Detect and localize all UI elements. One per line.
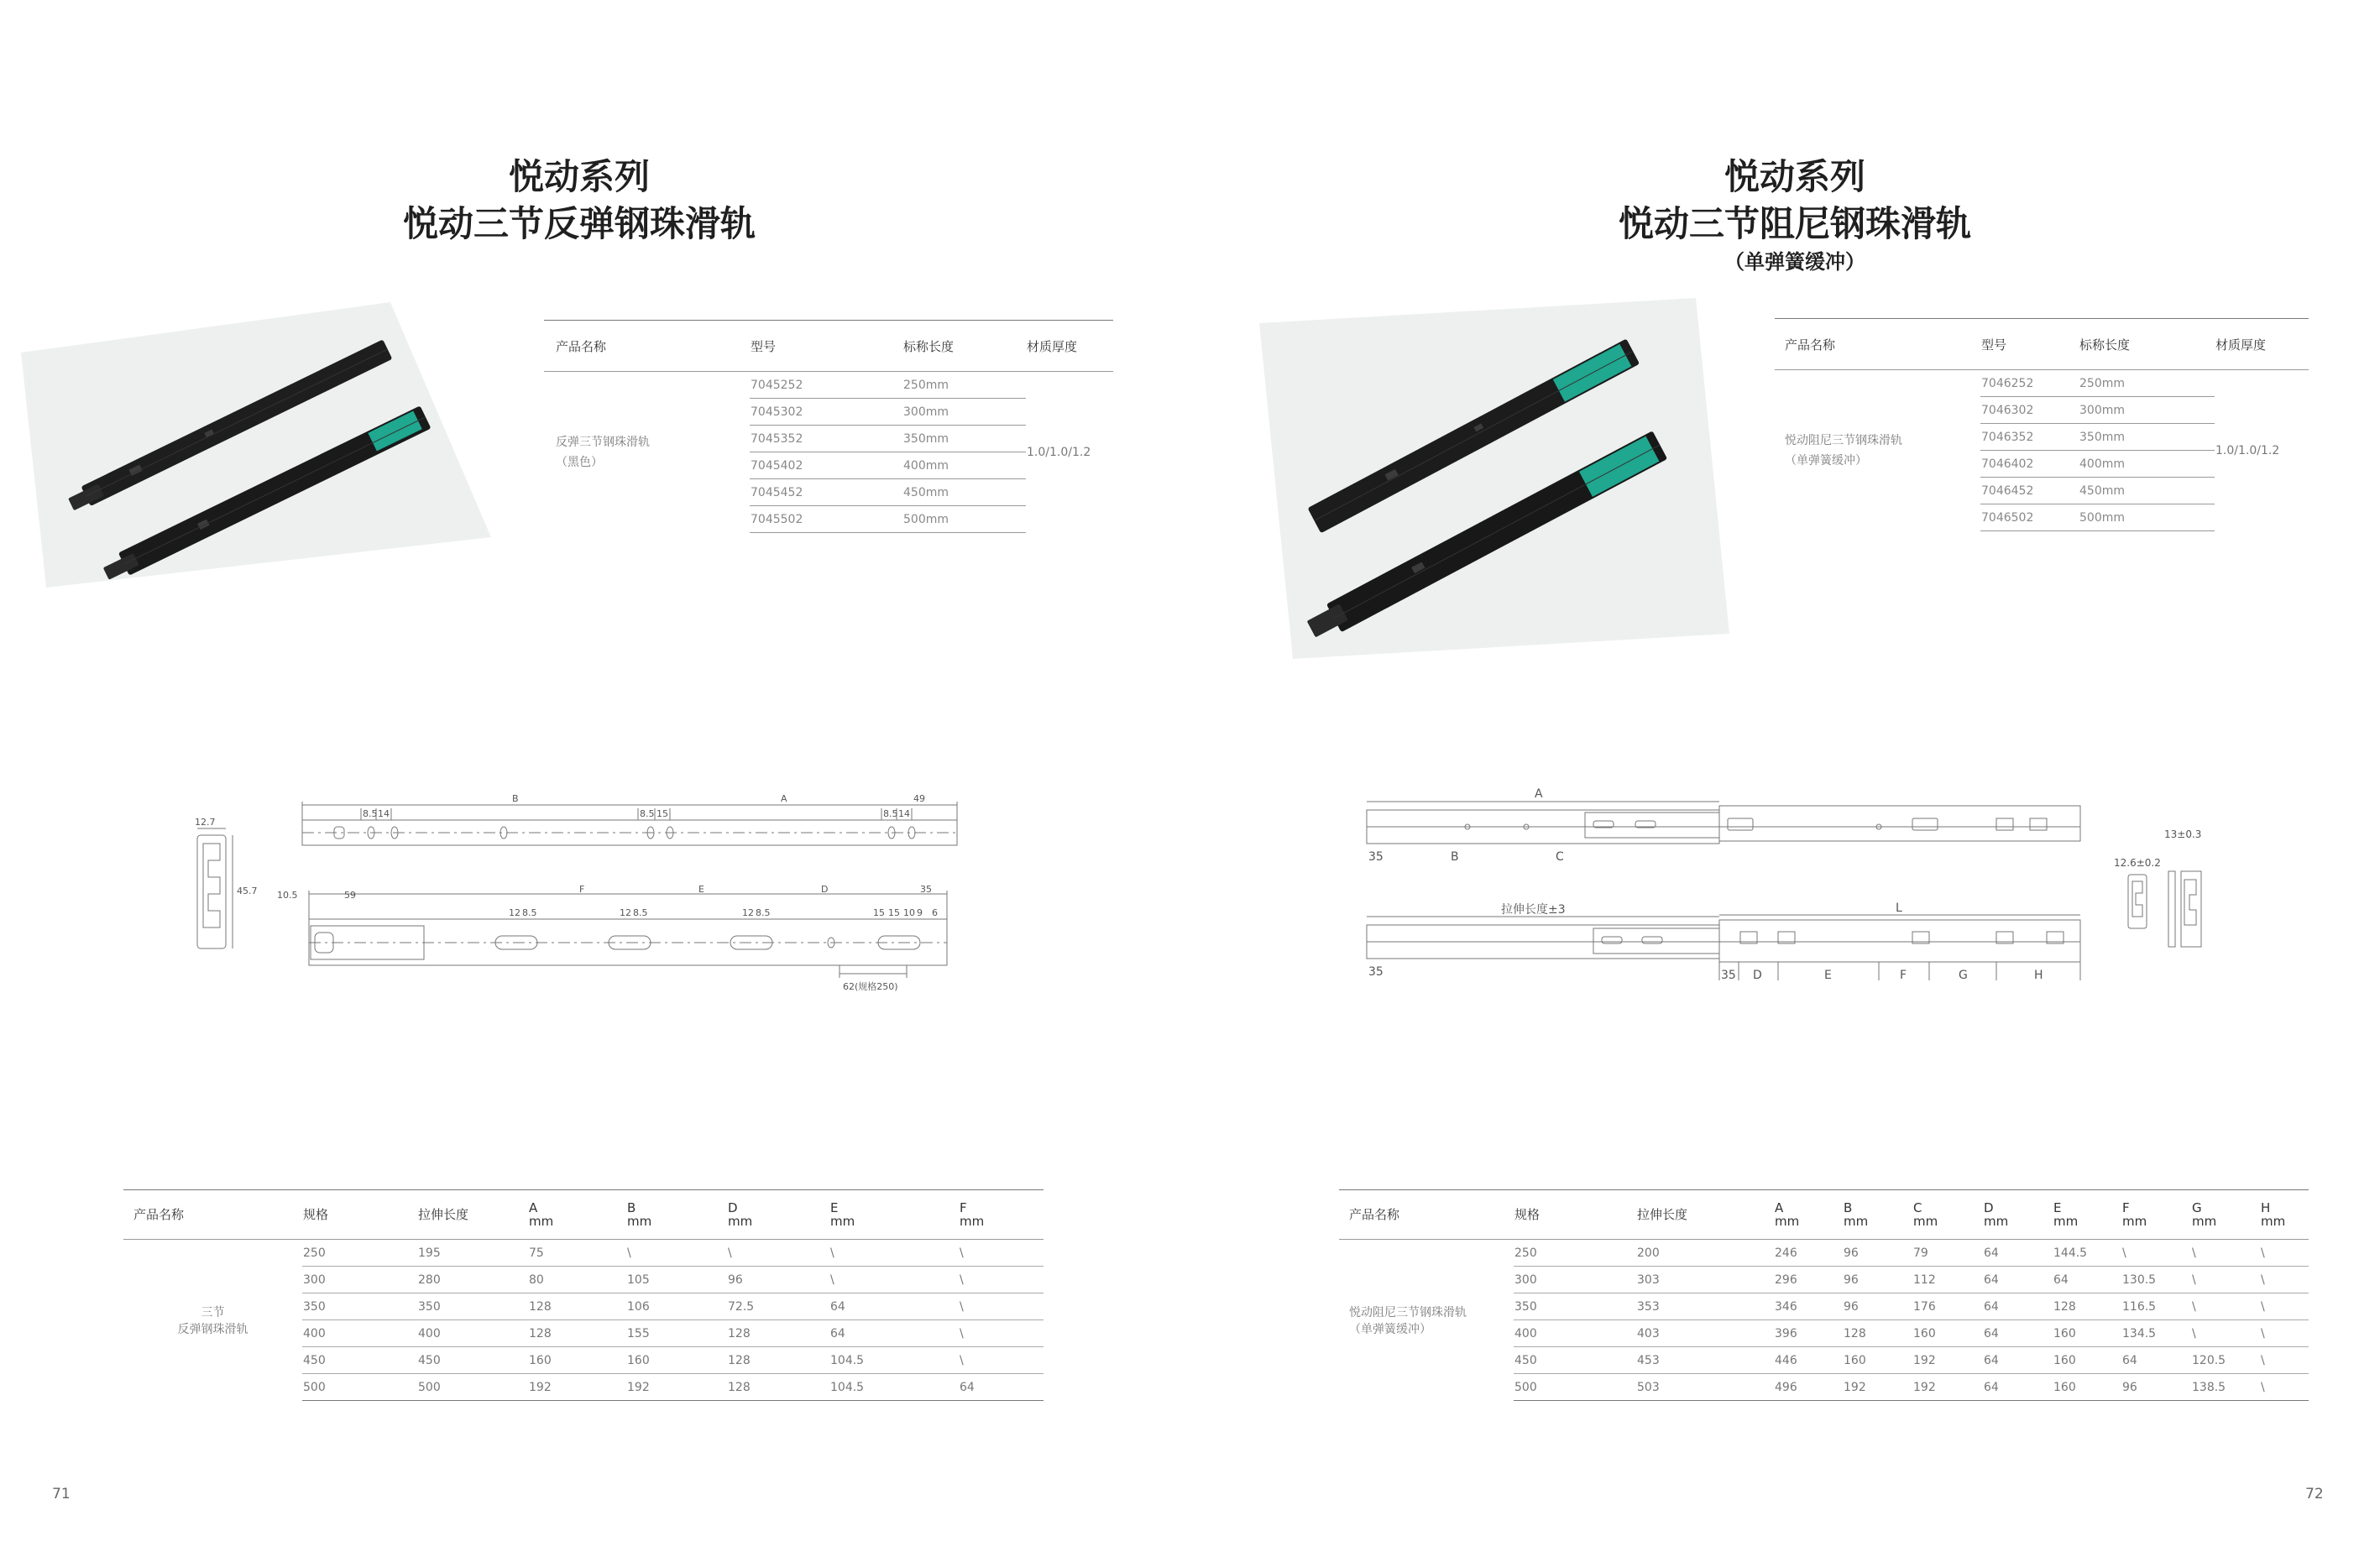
col-model: 型号	[1980, 319, 2079, 370]
table-cell: \	[2191, 1293, 2260, 1320]
table-cell: 303	[1636, 1267, 1774, 1293]
dim-label: 35	[1721, 969, 1736, 982]
table-cell: 400	[1514, 1320, 1636, 1347]
length-cell: 400mm	[2079, 451, 2215, 478]
table-cell: 72.5	[727, 1293, 829, 1320]
table-cell: 192	[1843, 1374, 1912, 1401]
table-row	[1775, 370, 2309, 397]
table-cell: \	[727, 1240, 829, 1267]
dim-label: 8.5	[883, 808, 898, 819]
page-number: 72	[2305, 1486, 2324, 1502]
table-cell: 96	[2121, 1374, 2191, 1401]
table-cell: 400	[417, 1320, 528, 1347]
table-cell: 105	[626, 1267, 727, 1293]
table-cell: 446	[1774, 1347, 1843, 1374]
product-photo	[1259, 298, 1729, 659]
title-block	[1568, 154, 2022, 276]
dim-label: 35	[1368, 965, 1384, 979]
table-cell: \	[2121, 1240, 2191, 1267]
dim-label: 8.5	[522, 907, 537, 918]
col-header: G mm	[2191, 1190, 2260, 1240]
table-row	[544, 372, 1113, 399]
length-cell: 250mm	[902, 372, 1026, 399]
length-cell: 400mm	[902, 452, 1026, 479]
table-cell: 64	[829, 1293, 959, 1320]
table-cell: 64	[829, 1320, 959, 1347]
table-cell: \	[2260, 1240, 2309, 1267]
table-cell: 195	[417, 1240, 528, 1267]
model-cell: 7046302	[1980, 397, 2079, 424]
table-cell: 64	[1983, 1320, 2053, 1347]
col-header: C mm	[1912, 1190, 1983, 1240]
table-cell: 96	[727, 1267, 829, 1293]
col-length: 标称长度	[902, 321, 1026, 372]
table-cell: \	[2191, 1240, 2260, 1267]
col-product-name: 产品名称	[544, 321, 750, 372]
table-cell: 128	[528, 1293, 626, 1320]
col-header: H mm	[2260, 1190, 2309, 1240]
dim-label: A	[781, 793, 787, 804]
product-name-cell	[1775, 370, 1980, 531]
length-cell: 350mm	[2079, 424, 2215, 451]
length-cell: 500mm	[902, 506, 1026, 533]
model-cell: 7045502	[750, 506, 902, 533]
product-name-line2: （黑色）	[556, 455, 603, 469]
spec-header-row	[544, 321, 1113, 372]
col-header: F mm	[2121, 1190, 2191, 1240]
dim-label: 14	[898, 808, 910, 819]
table-cell: 396	[1774, 1320, 1843, 1347]
table-cell: 116.5	[2121, 1293, 2191, 1320]
table-cell: \	[2260, 1267, 2309, 1293]
table-cell: 496	[1774, 1374, 1843, 1401]
table-cell: 192	[1912, 1347, 1983, 1374]
dim-label: 9	[917, 907, 923, 918]
col-header: 产品名称	[1339, 1190, 1514, 1240]
dim-label: E	[1824, 969, 1832, 982]
model-cell: 7046502	[1980, 504, 2079, 531]
table-cell: 160	[2053, 1347, 2121, 1374]
model-cell: 7046452	[1980, 478, 2079, 504]
table-cell: 250	[1514, 1240, 1636, 1267]
product-name-line2: 反弹钢珠滑轨	[177, 1322, 248, 1336]
technical-drawing	[1358, 781, 2206, 999]
table-cell: 280	[417, 1267, 528, 1293]
col-length: 标称长度	[2079, 319, 2215, 370]
table-cell: 160	[2053, 1374, 2121, 1401]
table-cell: 80	[528, 1267, 626, 1293]
table-cell: 64	[1983, 1347, 2053, 1374]
dim-label: 12.7	[195, 817, 216, 828]
table-cell: 300	[302, 1267, 417, 1293]
table-cell: 64	[2053, 1267, 2121, 1293]
col-header: 拉伸长度	[417, 1190, 528, 1240]
spec-table	[1775, 318, 2309, 531]
dim-label: 12	[742, 907, 754, 918]
page-right	[1190, 0, 2380, 1552]
dim-label: F	[1900, 969, 1907, 982]
table-cell: 64	[959, 1374, 1044, 1401]
table-cell: 79	[1912, 1240, 1983, 1267]
dim-label: L	[1896, 901, 1902, 915]
col-product-name: 产品名称	[1775, 319, 1980, 370]
table-cell: 250	[302, 1240, 417, 1267]
table-cell: 500	[417, 1374, 528, 1401]
table-cell: \	[829, 1240, 959, 1267]
dim-label: 62(规格250)	[843, 981, 898, 992]
table-cell: 400	[302, 1320, 417, 1347]
table-cell: 192	[528, 1374, 626, 1401]
col-header: 拉伸长度	[1636, 1190, 1774, 1240]
dim-label: H	[2034, 969, 2043, 982]
table-cell: 160	[626, 1347, 727, 1374]
col-header: F mm	[959, 1190, 1044, 1240]
table-cell: 300	[1514, 1267, 1636, 1293]
dim-label: C	[1556, 850, 1564, 864]
page-number: 71	[52, 1486, 71, 1502]
dim-label: 35	[920, 884, 932, 895]
length-cell: 300mm	[2079, 397, 2215, 424]
dim-label: 拉伸长度±3	[1501, 903, 1566, 917]
table-cell: \	[2260, 1320, 2309, 1347]
table-cell: \	[959, 1267, 1044, 1293]
dim-label: 15	[656, 808, 668, 819]
series-title: 悦动系列	[1724, 156, 1865, 197]
table-cell: \	[2260, 1374, 2309, 1401]
table-cell: 130.5	[2121, 1267, 2191, 1293]
col-header: E mm	[829, 1190, 959, 1240]
dim-label: 59	[344, 890, 356, 901]
product-name-cell	[544, 372, 750, 533]
dim-header-row	[1339, 1190, 2309, 1240]
length-cell: 250mm	[2079, 370, 2215, 397]
table-cell: \	[626, 1240, 727, 1267]
col-header: A mm	[1774, 1190, 1843, 1240]
dim-label: 49	[913, 793, 925, 804]
table-cell: 200	[1636, 1240, 1774, 1267]
dim-header-row	[123, 1190, 1044, 1240]
table-cell: 112	[1912, 1267, 1983, 1293]
table-cell: 104.5	[829, 1374, 959, 1401]
spec-header-row	[1775, 319, 2309, 370]
col-model: 型号	[750, 321, 902, 372]
length-cell: 350mm	[902, 426, 1026, 452]
col-header: B mm	[1843, 1190, 1912, 1240]
table-cell: 450	[302, 1347, 417, 1374]
table-cell: \	[959, 1347, 1044, 1374]
product-name-line1: 三节	[201, 1305, 225, 1319]
table-cell: 160	[528, 1347, 626, 1374]
table-cell: 346	[1774, 1293, 1843, 1320]
dim-label: D	[1753, 969, 1762, 982]
table-cell: 160	[1912, 1320, 1983, 1347]
product-name-line1: 悦动阻尼三节钢珠滑轨	[1349, 1305, 1467, 1319]
product-photo	[21, 302, 491, 588]
series-title: 悦动系列	[508, 156, 650, 197]
table-cell: 138.5	[2191, 1374, 2260, 1401]
dim-label: E	[698, 884, 704, 895]
spec-table	[544, 320, 1113, 533]
table-cell: 450	[417, 1347, 528, 1374]
table-cell: \	[2260, 1293, 2309, 1320]
dim-label: 15	[873, 907, 885, 918]
dim-label: 12	[509, 907, 520, 918]
dim-label: B	[1451, 850, 1459, 864]
dimension-table	[1339, 1189, 2309, 1401]
product-name-cell	[1339, 1240, 1514, 1401]
table-cell: 128	[528, 1320, 626, 1347]
table-cell: 64	[1983, 1293, 2053, 1320]
table-row	[1339, 1240, 2309, 1267]
product-name-line1: 悦动阻尼三节钢珠滑轨	[1785, 433, 1902, 447]
product-name-line2: （单弹簧缓冲）	[1785, 453, 1867, 468]
table-cell: 128	[1843, 1320, 1912, 1347]
table-cell: 104.5	[829, 1347, 959, 1374]
col-header: D mm	[1983, 1190, 2053, 1240]
dim-label: A	[1535, 787, 1543, 801]
dim-label: 8.5	[633, 907, 648, 918]
dim-label: 12.6±0.2	[2114, 857, 2161, 869]
table-cell: 350	[1514, 1293, 1636, 1320]
dim-label: D	[821, 884, 829, 895]
col-header: E mm	[2053, 1190, 2121, 1240]
table-cell: 500	[302, 1374, 417, 1401]
table-cell: 403	[1636, 1320, 1774, 1347]
model-cell: 7045302	[750, 399, 902, 426]
table-cell: 192	[1912, 1374, 1983, 1401]
table-cell: 350	[417, 1293, 528, 1320]
table-cell: 134.5	[2121, 1320, 2191, 1347]
col-header: 产品名称	[123, 1190, 302, 1240]
model-cell: 7046252	[1980, 370, 2079, 397]
thickness-cell: 1.0/1.0/1.2	[2215, 443, 2280, 457]
table-cell: \	[959, 1293, 1044, 1320]
dim-label: 14	[378, 808, 390, 819]
product-name-line1: 反弹三节钢珠滑轨	[556, 435, 650, 449]
dim-label: 8.5	[756, 907, 771, 918]
model-cell: 7045402	[750, 452, 902, 479]
col-header: B mm	[626, 1190, 727, 1240]
dim-label: 12	[620, 907, 631, 918]
dim-label: 45.7	[237, 886, 258, 896]
table-cell: \	[829, 1267, 959, 1293]
dimension-table	[123, 1189, 1044, 1401]
table-cell: 453	[1636, 1347, 1774, 1374]
product-name-line2: （单弹簧缓冲）	[1349, 1322, 1431, 1336]
table-cell: 155	[626, 1320, 727, 1347]
length-cell: 450mm	[2079, 478, 2215, 504]
length-cell: 500mm	[2079, 504, 2215, 531]
dim-label: F	[579, 884, 585, 895]
table-cell: \	[2191, 1267, 2260, 1293]
table-cell: 64	[1983, 1374, 2053, 1401]
table-cell: 246	[1774, 1240, 1843, 1267]
thickness-cell: 1.0/1.0/1.2	[1027, 445, 1091, 459]
table-cell: 160	[1843, 1347, 1912, 1374]
table-cell: 64	[1983, 1240, 2053, 1267]
table-cell: 176	[1912, 1293, 1983, 1320]
table-cell: \	[2260, 1347, 2309, 1374]
col-header: 规格	[1514, 1190, 1636, 1240]
table-cell: 96	[1843, 1267, 1912, 1293]
col-thickness: 材质厚度	[2215, 319, 2309, 370]
table-cell: 128	[2053, 1293, 2121, 1320]
dim-label: B	[512, 793, 519, 804]
table-cell: 296	[1774, 1267, 1843, 1293]
dim-label: 8.5	[640, 808, 655, 819]
table-cell: \	[959, 1240, 1044, 1267]
model-cell: 7046352	[1980, 424, 2079, 451]
table-cell: 500	[1514, 1374, 1636, 1401]
dim-label: 13±0.3	[2164, 828, 2202, 840]
model-cell: 7045452	[750, 479, 902, 506]
table-cell: 503	[1636, 1374, 1774, 1401]
table-cell: 75	[528, 1240, 626, 1267]
col-header: A mm	[528, 1190, 626, 1240]
dim-label: G	[1959, 969, 1968, 982]
table-row	[123, 1240, 1044, 1267]
table-cell: 192	[626, 1374, 727, 1401]
table-cell: 96	[1843, 1240, 1912, 1267]
dim-label: 35	[1368, 850, 1384, 864]
table-cell: 128	[727, 1347, 829, 1374]
product-name-cell	[123, 1240, 302, 1401]
table-cell: 128	[727, 1374, 829, 1401]
length-cell: 450mm	[902, 479, 1026, 506]
table-cell: 120.5	[2191, 1347, 2260, 1374]
model-cell: 7045352	[750, 426, 902, 452]
col-header: D mm	[727, 1190, 829, 1240]
table-cell: 106	[626, 1293, 727, 1320]
table-cell: \	[959, 1320, 1044, 1347]
table-cell: 160	[2053, 1320, 2121, 1347]
dim-label: 6	[932, 907, 938, 918]
table-cell: 64	[1983, 1267, 2053, 1293]
table-cell: 350	[302, 1293, 417, 1320]
table-cell: 96	[1843, 1293, 1912, 1320]
model-cell: 7045252	[750, 372, 902, 399]
table-cell: 144.5	[2053, 1240, 2121, 1267]
product-title: 悦动三节反弹钢珠滑轨	[402, 203, 756, 244]
table-cell: 128	[727, 1320, 829, 1347]
dim-label: 8.5	[363, 808, 378, 819]
title-block	[353, 154, 806, 248]
col-thickness: 材质厚度	[1026, 321, 1113, 372]
col-header: 规格	[302, 1190, 417, 1240]
technical-drawing	[185, 768, 991, 1003]
table-cell: 450	[1514, 1347, 1636, 1374]
table-cell: 353	[1636, 1293, 1774, 1320]
dim-label: 15	[888, 907, 900, 918]
dim-label: 10	[903, 907, 915, 918]
dim-label: 10.5	[277, 890, 298, 901]
model-cell: 7046402	[1980, 451, 2079, 478]
table-cell: 64	[2121, 1347, 2191, 1374]
product-subtitle: （单弹簧缓冲）	[1724, 250, 1865, 274]
length-cell: 300mm	[902, 399, 1026, 426]
table-cell: \	[2191, 1320, 2260, 1347]
product-title: 悦动三节阻尼钢珠滑轨	[1618, 203, 1971, 244]
